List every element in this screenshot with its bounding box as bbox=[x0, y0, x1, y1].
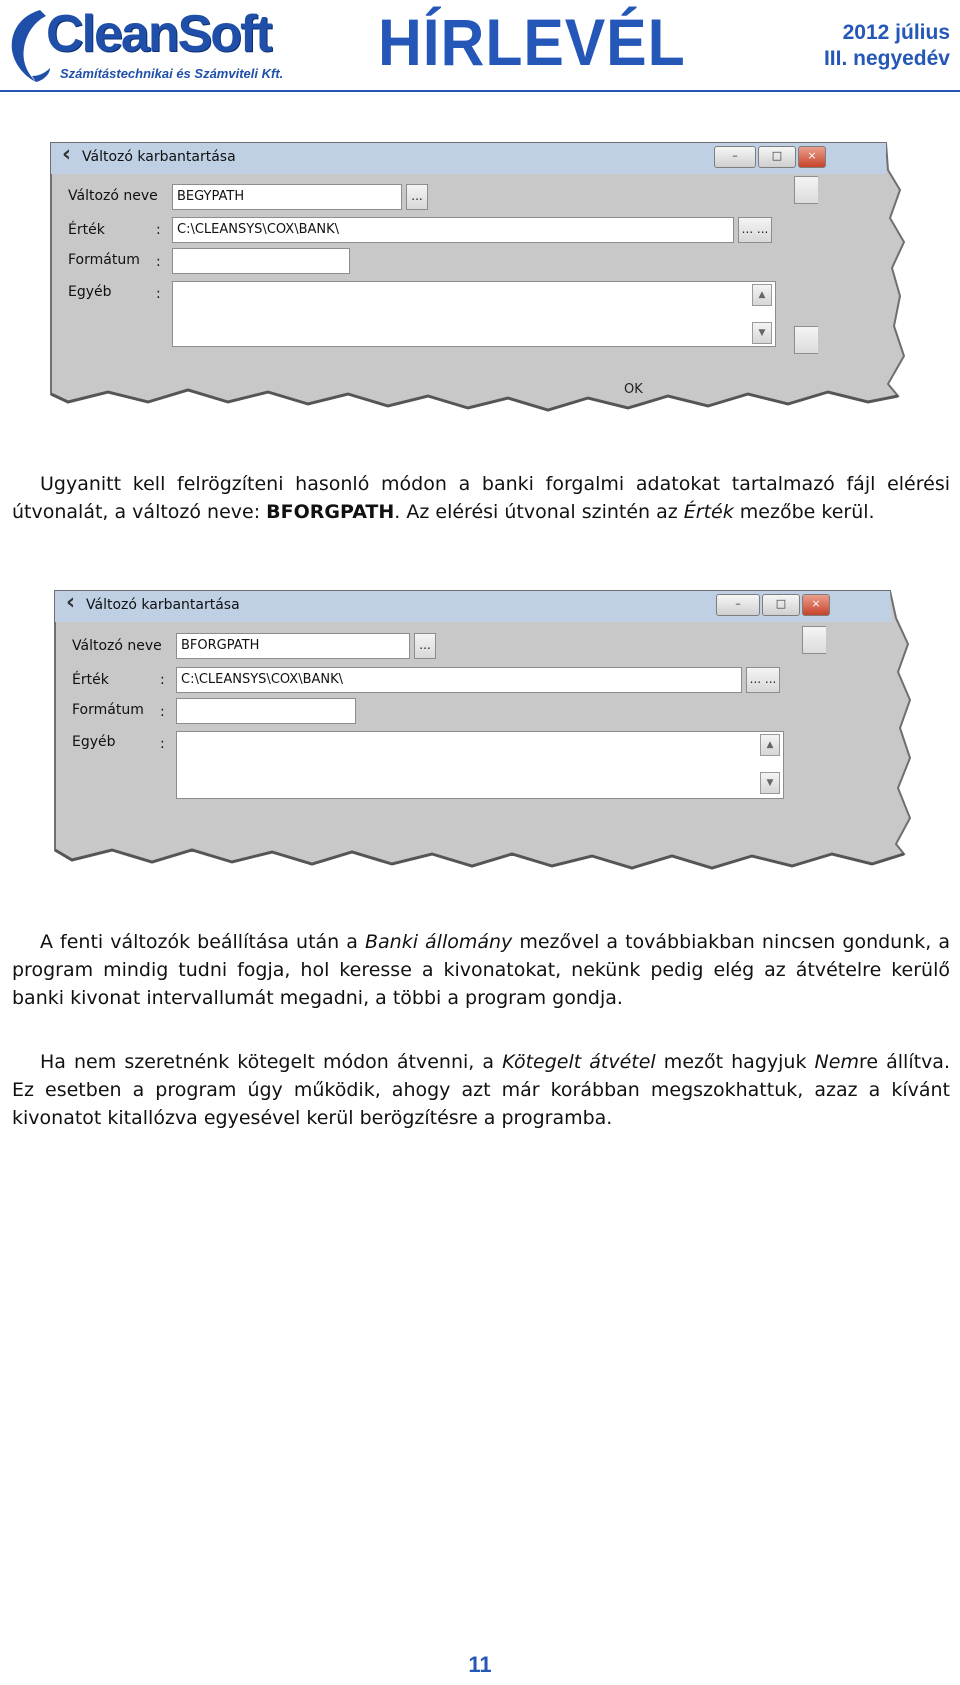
ok-button-fragment[interactable]: OK bbox=[624, 382, 643, 397]
value-field[interactable] bbox=[172, 217, 734, 243]
cleansoft-logo bbox=[6, 2, 284, 86]
colon: : bbox=[156, 254, 161, 270]
scroll-down-icon[interactable]: ▼ bbox=[760, 772, 780, 794]
para1-bold: BFORGPATH bbox=[266, 501, 395, 523]
scroll-up-icon[interactable]: ▲ bbox=[760, 734, 780, 756]
para1-italic: Érték bbox=[683, 501, 734, 523]
label-variable-name: Változó neve bbox=[72, 638, 162, 654]
variable-lookup-button[interactable]: ... bbox=[414, 633, 436, 659]
value-browse-button[interactable]: ... ... bbox=[738, 217, 772, 243]
page-number: 11 bbox=[468, 1652, 492, 1677]
dialog-title: Változó karbantartása bbox=[86, 597, 240, 613]
close-button[interactable]: × bbox=[802, 594, 830, 616]
para1-text: . Az elérési útvonal szintén az bbox=[394, 501, 684, 523]
other-textarea[interactable] bbox=[172, 281, 776, 347]
logo-subtitle: Számítástechnikai és Számviteli Kft. bbox=[60, 66, 284, 81]
page-header bbox=[0, 0, 960, 92]
logo-name: CleanSoft bbox=[46, 5, 271, 63]
label-value: Érték bbox=[68, 222, 105, 238]
back-icon[interactable]: ‹ bbox=[62, 142, 72, 167]
issue-date bbox=[824, 20, 950, 72]
colon: : bbox=[156, 286, 161, 302]
maximize-button[interactable]: □ bbox=[762, 594, 800, 616]
side-button[interactable] bbox=[794, 176, 818, 204]
colon: : bbox=[160, 736, 165, 752]
para2-text: A fenti változók beállítása után a bbox=[40, 931, 365, 953]
close-button[interactable]: × bbox=[798, 146, 826, 168]
label-variable-name: Változó neve bbox=[68, 188, 158, 204]
dialog-screenshot-2 bbox=[52, 588, 912, 888]
scroll-down-icon[interactable]: ▼ bbox=[752, 322, 772, 344]
para2-italic: Banki állomány bbox=[364, 931, 513, 953]
para1-text: Ugyanitt kell felrögzíteni hasonló módon a banki forgalmi adatokat tartalmazó fájl elérési útvonalát, a változó neve: bbox=[12, 473, 950, 523]
value-browse-button[interactable]: ... ... bbox=[746, 667, 780, 693]
back-icon[interactable]: ‹ bbox=[66, 590, 76, 615]
para3-italic: Kötegelt átvétel bbox=[502, 1051, 656, 1073]
para3-text: Ha nem szeretnénk kötegelt módon átvenni, a bbox=[40, 1051, 503, 1073]
variable-name-field[interactable] bbox=[172, 184, 402, 210]
format-field[interactable] bbox=[172, 248, 350, 274]
para1-text: mezőbe kerül. bbox=[733, 501, 875, 523]
variable-name-field[interactable] bbox=[176, 633, 410, 659]
variable-lookup-button[interactable]: ... bbox=[406, 184, 428, 210]
colon: : bbox=[160, 704, 165, 720]
label-value: Érték bbox=[72, 672, 109, 688]
minimize-button[interactable]: – bbox=[716, 594, 760, 616]
dialog-screenshot-1 bbox=[48, 140, 908, 430]
newsletter-title: HÍRLEVÉL bbox=[378, 5, 686, 79]
label-format: Formátum bbox=[72, 702, 144, 718]
label-other: Egyéb bbox=[72, 734, 116, 750]
para3-italic: Nem bbox=[814, 1051, 859, 1073]
colon: : bbox=[160, 672, 165, 688]
para3-text: re állítva. Ez esetben a program úgy működik, ahogy azt már korábban megszokhattuk, azaz a kívánt kivonatot kitallózva egyesével kerül berögzítésre a programba. bbox=[12, 1051, 950, 1129]
para2-text: mezővel a továbbiakban nincsen gondunk, a program mindig tudni fogja, hol keresse a kivonatokat, nekünk pedig elég az átvételre kerülő banki kivonat intervallumát megadni, a többi a program gondja. bbox=[12, 931, 950, 1009]
paragraph-3 bbox=[12, 1048, 950, 1132]
para3-text: mezőt hagyjuk bbox=[655, 1051, 815, 1073]
value-field[interactable] bbox=[176, 667, 742, 693]
paragraph-1 bbox=[12, 470, 950, 526]
header-rule bbox=[0, 90, 960, 92]
issue-date-line2: III. negyedév bbox=[823, 47, 950, 70]
side-button[interactable] bbox=[802, 626, 826, 654]
maximize-button[interactable]: □ bbox=[758, 146, 796, 168]
other-textarea[interactable] bbox=[176, 731, 784, 799]
format-field[interactable] bbox=[176, 698, 356, 724]
paragraph-2 bbox=[12, 928, 950, 1012]
scroll-up-icon[interactable]: ▲ bbox=[752, 284, 772, 306]
dialog-title: Változó karbantartása bbox=[82, 149, 236, 165]
label-other: Egyéb bbox=[68, 284, 112, 300]
issue-date-line1: 2012 július bbox=[842, 21, 950, 44]
label-format: Formátum bbox=[68, 252, 140, 268]
minimize-button[interactable]: – bbox=[714, 146, 756, 168]
side-button[interactable] bbox=[794, 326, 818, 354]
colon: : bbox=[156, 222, 161, 238]
